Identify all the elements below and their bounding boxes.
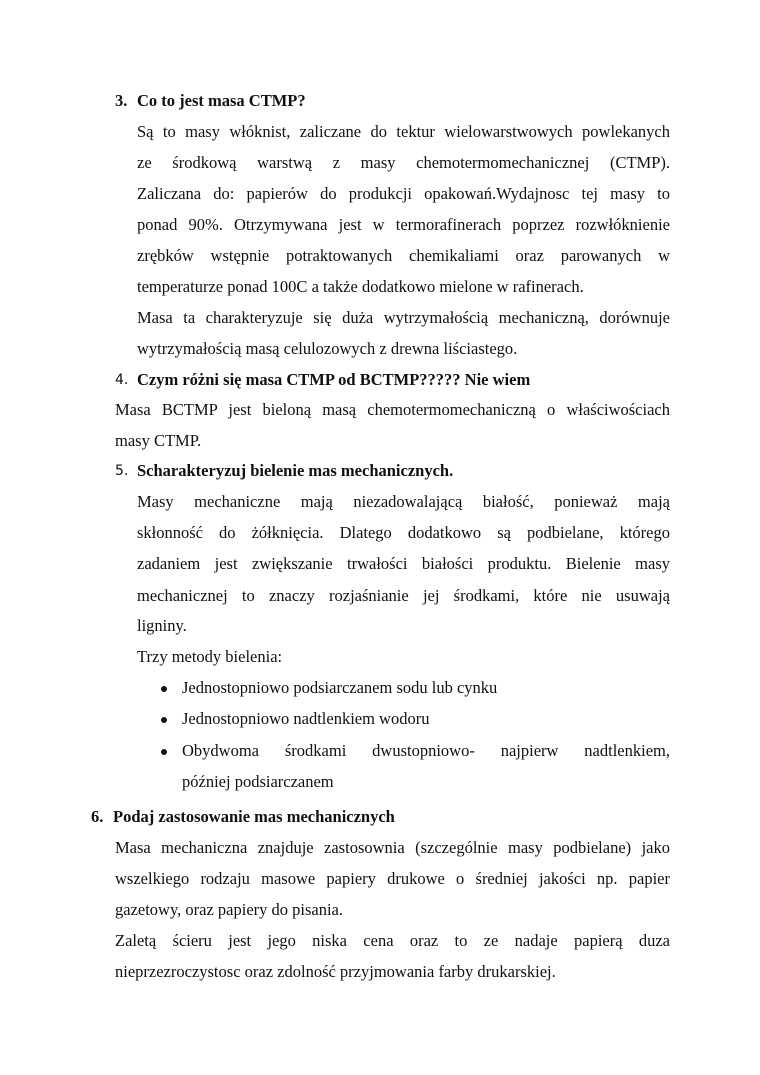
- question-3-number: 3.: [115, 91, 128, 110]
- question-4-number: 4.: [115, 372, 129, 388]
- list-item: Obydwoma środkami dwustopniowo- najpierw nadtlenkiem,: [182, 741, 670, 760]
- bullet-icon: [161, 686, 167, 692]
- question-5-heading: Scharakteryzuj bielenie mas mechanicznych.: [137, 461, 454, 480]
- paragraph-line: Zaliczana do: papierów do produkcji opakowań.Wydajnosc tej masy to: [137, 184, 670, 203]
- question-4-heading: Czym różni się masa CTMP od BCTMP????? Nie wiem: [137, 370, 531, 389]
- paragraph-line: zrębków wstępnie potraktowanych chemikaliami oraz parowanych w: [137, 246, 670, 265]
- paragraph-line: ponad 90%. Otrzymywana jest w termorafinerach poprzez rozwłóknienie: [137, 215, 670, 234]
- paragraph-line: gazetowy, oraz papiery do pisania.: [115, 900, 344, 919]
- paragraph-line: temperaturze ponad 100C a także dodatkowo mielone w rafinerach.: [137, 277, 584, 296]
- paragraph-line: Trzy metody bielenia:: [137, 647, 283, 666]
- question-6-heading: Podaj zastosowanie mas mechanicznych: [113, 807, 395, 826]
- paragraph-line: ze środkową warstwą z masy chemotermomechanicznej (CTMP).: [137, 153, 670, 172]
- paragraph-line: ligniny.: [137, 616, 187, 635]
- paragraph-line: Masa mechaniczna znajduje zastosownia (szczególnie masy podbielane) jako: [115, 838, 670, 857]
- bullet-icon: [161, 749, 167, 755]
- paragraph-line: skłonność do żółknięcia. Dlatego dodatkowo są podbielane, którego: [137, 523, 670, 542]
- paragraph-line: nieprzezroczystosc oraz zdolność przyjmowania farby drukarskiej.: [115, 962, 556, 981]
- paragraph-line: Są to masy włóknist, zaliczane do tektur wielowarstwowych powlekanych: [137, 122, 670, 141]
- paragraph-line: wytrzymałością masą celulozowych z drewna liściastego.: [137, 339, 518, 358]
- question-6-number: 6.: [91, 807, 104, 826]
- question-5-number: 5.: [115, 463, 129, 479]
- list-item-continuation: później podsiarczanem: [182, 772, 334, 791]
- paragraph-line: Masy mechaniczne mają niezadowalającą białość, ponieważ mają: [137, 492, 670, 511]
- question-3-heading: Co to jest masa CTMP?: [137, 91, 306, 110]
- paragraph-line: wszelkiego rodzaju masowe papiery drukowe o średniej jakości np. papier: [115, 869, 670, 888]
- paragraph-line: Masa ta charakteryzuje się duża wytrzymałością mechaniczną, dorównuje: [137, 308, 670, 327]
- list-item: Jednostopniowo nadtlenkiem wodoru: [182, 709, 430, 728]
- paragraph-line: Masa BCTMP jest bieloną masą chemotermomechaniczną o właściwościach: [115, 400, 670, 419]
- paragraph-line: masy CTMP.: [115, 431, 202, 450]
- bullet-icon: [161, 717, 167, 723]
- list-item: Jednostopniowo podsiarczanem sodu lub cynku: [182, 678, 498, 697]
- paragraph-line: Zaletą ścieru jest jego niska cena oraz to ze nadaje papierą duza: [115, 931, 670, 950]
- paragraph-line: zadaniem jest zwiększanie trwałości białości produktu. Bielenie masy: [137, 554, 670, 573]
- paragraph-line: mechanicznej to znaczy rozjaśnianie jej środkami, które nie usuwają: [137, 586, 670, 605]
